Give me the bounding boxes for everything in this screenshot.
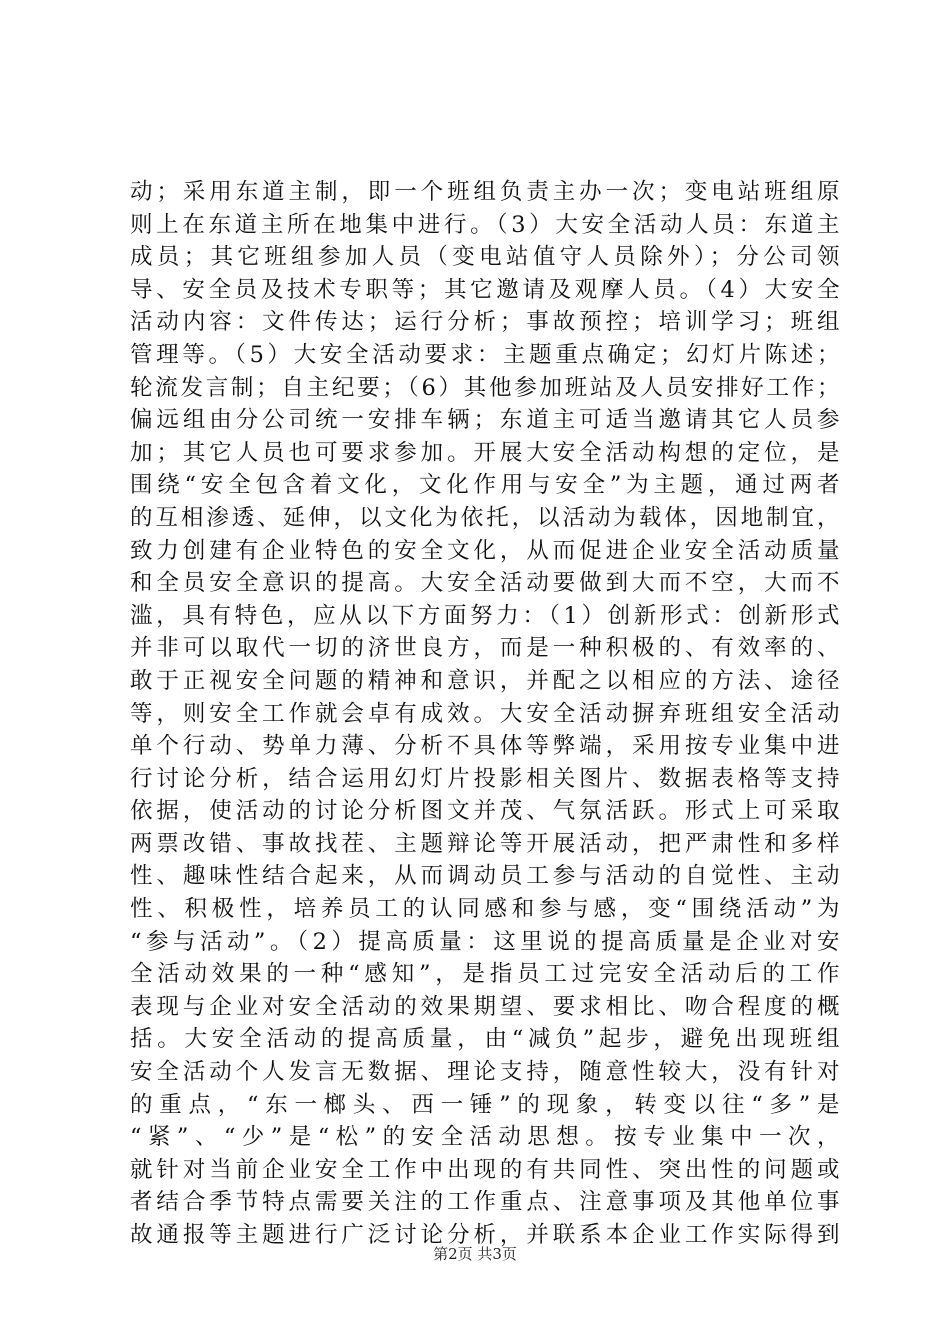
text-line: 和全员安全意识的提高。大安全活动要做到大而不空，大而不 bbox=[130, 570, 840, 597]
text-line: 的互相渗透、延伸，以文化为依托，以活动为载体，因地制宜， bbox=[130, 504, 840, 531]
text-line: 动；采用东道主制，即一个班组负责主办一次；变电站班组原 bbox=[130, 179, 840, 205]
text-line: 滥，具有特色，应从以下方面努力：（1）创新形式：创新形式 bbox=[130, 602, 840, 629]
text-line: “紧”、“少”是“松”的安全活动思想。按专业集中一次， bbox=[130, 1124, 840, 1151]
text-line: 故通报等主题进行广泛讨论分析，并联系本企业工作实际得到 bbox=[130, 1222, 840, 1248]
text-line: 表现与企业对安全活动的效果期望、要求相比、吻合程度的概 bbox=[130, 993, 840, 1020]
text-line: 偏远组由分公司统一安排车辆；东道主可适当邀请其它人员参 bbox=[130, 407, 840, 434]
text-line: 的重点，“东一榔头、西一锤”的现象，转变以往“多”是 bbox=[130, 1091, 840, 1118]
text-line: 依据，使活动的讨论分析图文并茂、气氛活跃。形式上可采取 bbox=[130, 798, 840, 825]
text-line: 加；其它人员也可要求参加。开展大安全活动构想的定位，是 bbox=[130, 439, 840, 466]
page-number-footer: 第2页 共3页 bbox=[433, 1245, 517, 1263]
text-line: 就针对当前企业安全工作中出现的有共同性、突出性的问题或 bbox=[130, 1156, 840, 1183]
text-line: 围绕“安全包含着文化，文化作用与安全”为主题，通过两者 bbox=[130, 472, 840, 499]
text-line: 敢于正视安全问题的精神和意识，并配之以相应的方法、途径 bbox=[130, 667, 840, 694]
text-line: 导、安全员及技术专职等；其它邀请及观摩人员。（4）大安全 bbox=[130, 276, 840, 303]
text-line: 成员；其它班组参加人员（变电站值守人员除外）；分公司领 bbox=[130, 244, 840, 271]
text-line: 则上在东道主所在地集中进行。（3）大安全活动人员：东道主 bbox=[130, 211, 840, 238]
text-line: 安全活动个人发言无数据、理论支持，随意性较大，没有针对 bbox=[130, 1059, 840, 1086]
text-line: 管理等。（5）大安全活动要求：主题重点确定；幻灯片陈述； bbox=[130, 341, 840, 368]
text-line: 性、积极性，培养员工的认同感和参与感，变“围绕活动”为 bbox=[130, 896, 840, 923]
text-line: 等，则安全工作就会卓有成效。大安全活动摒弃班组安全活动 bbox=[130, 700, 840, 727]
text-line: 行讨论分析，结合运用幻灯片投影相关图片、数据表格等支持 bbox=[130, 765, 840, 792]
text-line: 括。大安全活动的提高质量，由“减负”起步，避免出现班组 bbox=[130, 1026, 840, 1053]
text-line: 致力创建有企业特色的安全文化，从而促进企业安全活动质量 bbox=[130, 537, 840, 564]
text-line: 全活动效果的一种“感知”，是指员工过完安全活动后的工作 bbox=[130, 961, 840, 988]
text-line: 并非可以取代一切的济世良方，而是一种积极的、有效率的、 bbox=[130, 635, 840, 662]
text-line: 活动内容：文件传达；运行分析；事故预控；培训学习；班组 bbox=[130, 309, 840, 336]
text-line: 性、趣味性结合起来，从而调动员工参与活动的自觉性、主动 bbox=[130, 863, 840, 890]
text-line: “参与活动”。（2）提高质量：这里说的提高质量是企业对安 bbox=[130, 928, 840, 955]
text-line: 轮流发言制；自主纪要；（6）其他参加班站及人员安排好工作； bbox=[130, 374, 840, 401]
text-line: 单个行动、势单力薄、分析不具体等弊端，采用按专业集中进 bbox=[130, 733, 840, 760]
text-line: 者结合季节特点需要关注的工作重点、注意事项及其他单位事 bbox=[130, 1189, 840, 1216]
body-text bbox=[130, 176, 840, 1252]
text-line: 两票改错、事故找茬、主题辩论等开展活动，把严肃性和多样 bbox=[130, 830, 840, 857]
